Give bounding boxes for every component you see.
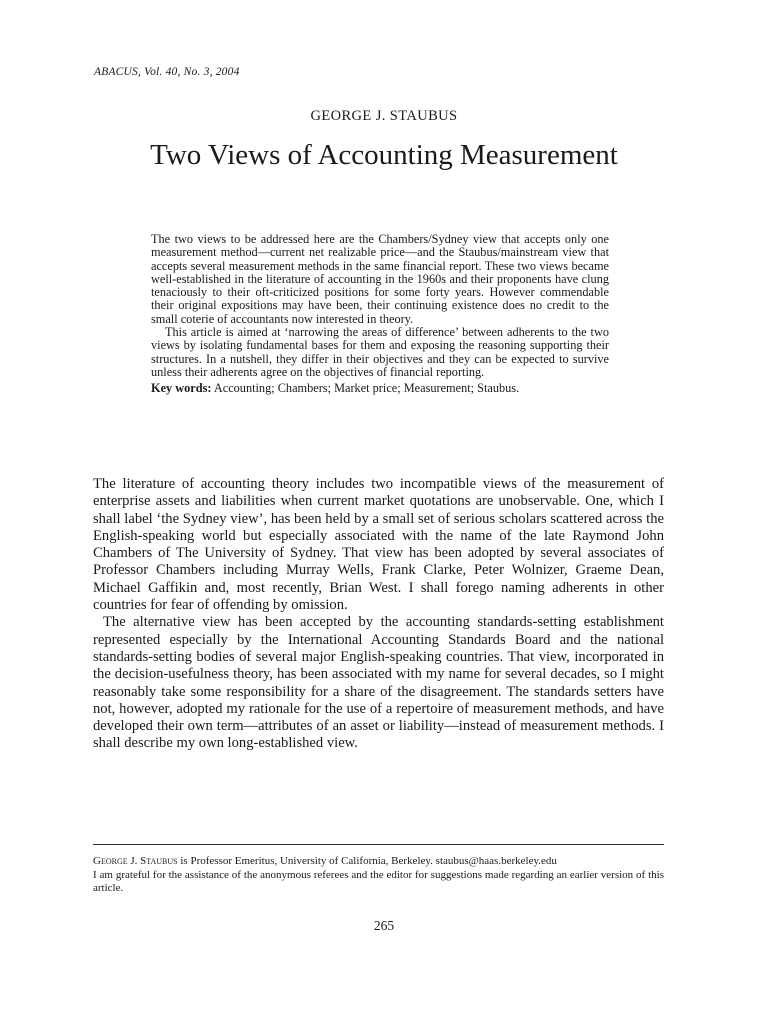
running-head: ABACUS, Vol. 40, No. 3, 2004 — [94, 66, 240, 78]
body-paragraph: The alternative view has been accepted by the accounting standards-setting establishment represented especially by the International Accounting Standards Board and the national standards-setting bodies of several major English-speaking countries. That view, incorporated in the decision-usefulness theory, has been associated with my name for several decades, so I might reasonably take some responsibility for a share of the disagreement. The standards setters have not, however, adopted my rationale for the use of a repertoire of measurement methods, and have developed their own term—attributes of an asset or liability—instead of measurement methods. I shall describe my own long-established view. — [93, 614, 664, 752]
author-affiliation — [93, 855, 664, 869]
article-title: Two Views of Accounting Measurement — [150, 139, 618, 171]
abstract-paragraph: This article is aimed at ‘narrowing the areas of difference’ between adherents to the two views by isolating fundamental bases for them and exposing the reasoning supporting their structures. In a nutshell, they differ in their objectives and they can be expected to survive unless their adherents agree on the objectives of financial reporting. — [151, 325, 609, 379]
body-paragraph: The literature of accounting theory includes two incompatible views of the measurement of enterprise assets and liabilities when current market quotations are unobservable. One, which I shall label ‘the Sydney view’, has been held by a small set of serious scholars scattered across the English-speaking world but especially associated with the name of the late Raymond John Chambers of The University of Sydney. That view has been adopted by several associates of Professor Chambers including Murray Wells, Frank Clarke, Peter Wolnizer, Graeme Dean, Michael Gaffikin and, most recently, Brian West. I shall forego naming adherents in other countries for fear of offending by omission. — [93, 476, 664, 614]
keywords-label: Key words: — [151, 381, 212, 396]
footnote-author-name: George J. Staubus — [93, 855, 178, 867]
abstract-paragraph: The two views to be addressed here are the Chambers/Sydney view that accepts only one measurement method—current net realizable price—and the Staubus/mainstream view that accepts several measurement methods in the same financial report. These two views became well-established in the literature of accounting in the 1960s and their proponents have clung tenaciously to their oft-criticized positions for some forty years. However commendable their original expositions may have been, their continuing existence does no credit to the small coterie of accountants now interested in theory. — [151, 232, 609, 326]
footnote-affiliation: is Professor Emeritus, University of California, Berkeley. staubus@haas.berkeley.edu — [180, 855, 557, 867]
footnote — [93, 855, 664, 896]
acknowledgement: I am grateful for the assistance of the anonymous referees and the editor for suggestions made regarding an earlier version of this article. — [93, 868, 664, 894]
abstract — [151, 233, 609, 396]
author-name: GEORGE J. STAUBUS — [310, 108, 458, 124]
footnote-divider — [93, 844, 664, 845]
body-text — [93, 476, 664, 753]
keywords-list: Accounting; Chambers; Market price; Measurement; Staubus. — [213, 381, 520, 396]
keywords — [151, 382, 609, 395]
page-number: 265 — [373, 918, 395, 933]
